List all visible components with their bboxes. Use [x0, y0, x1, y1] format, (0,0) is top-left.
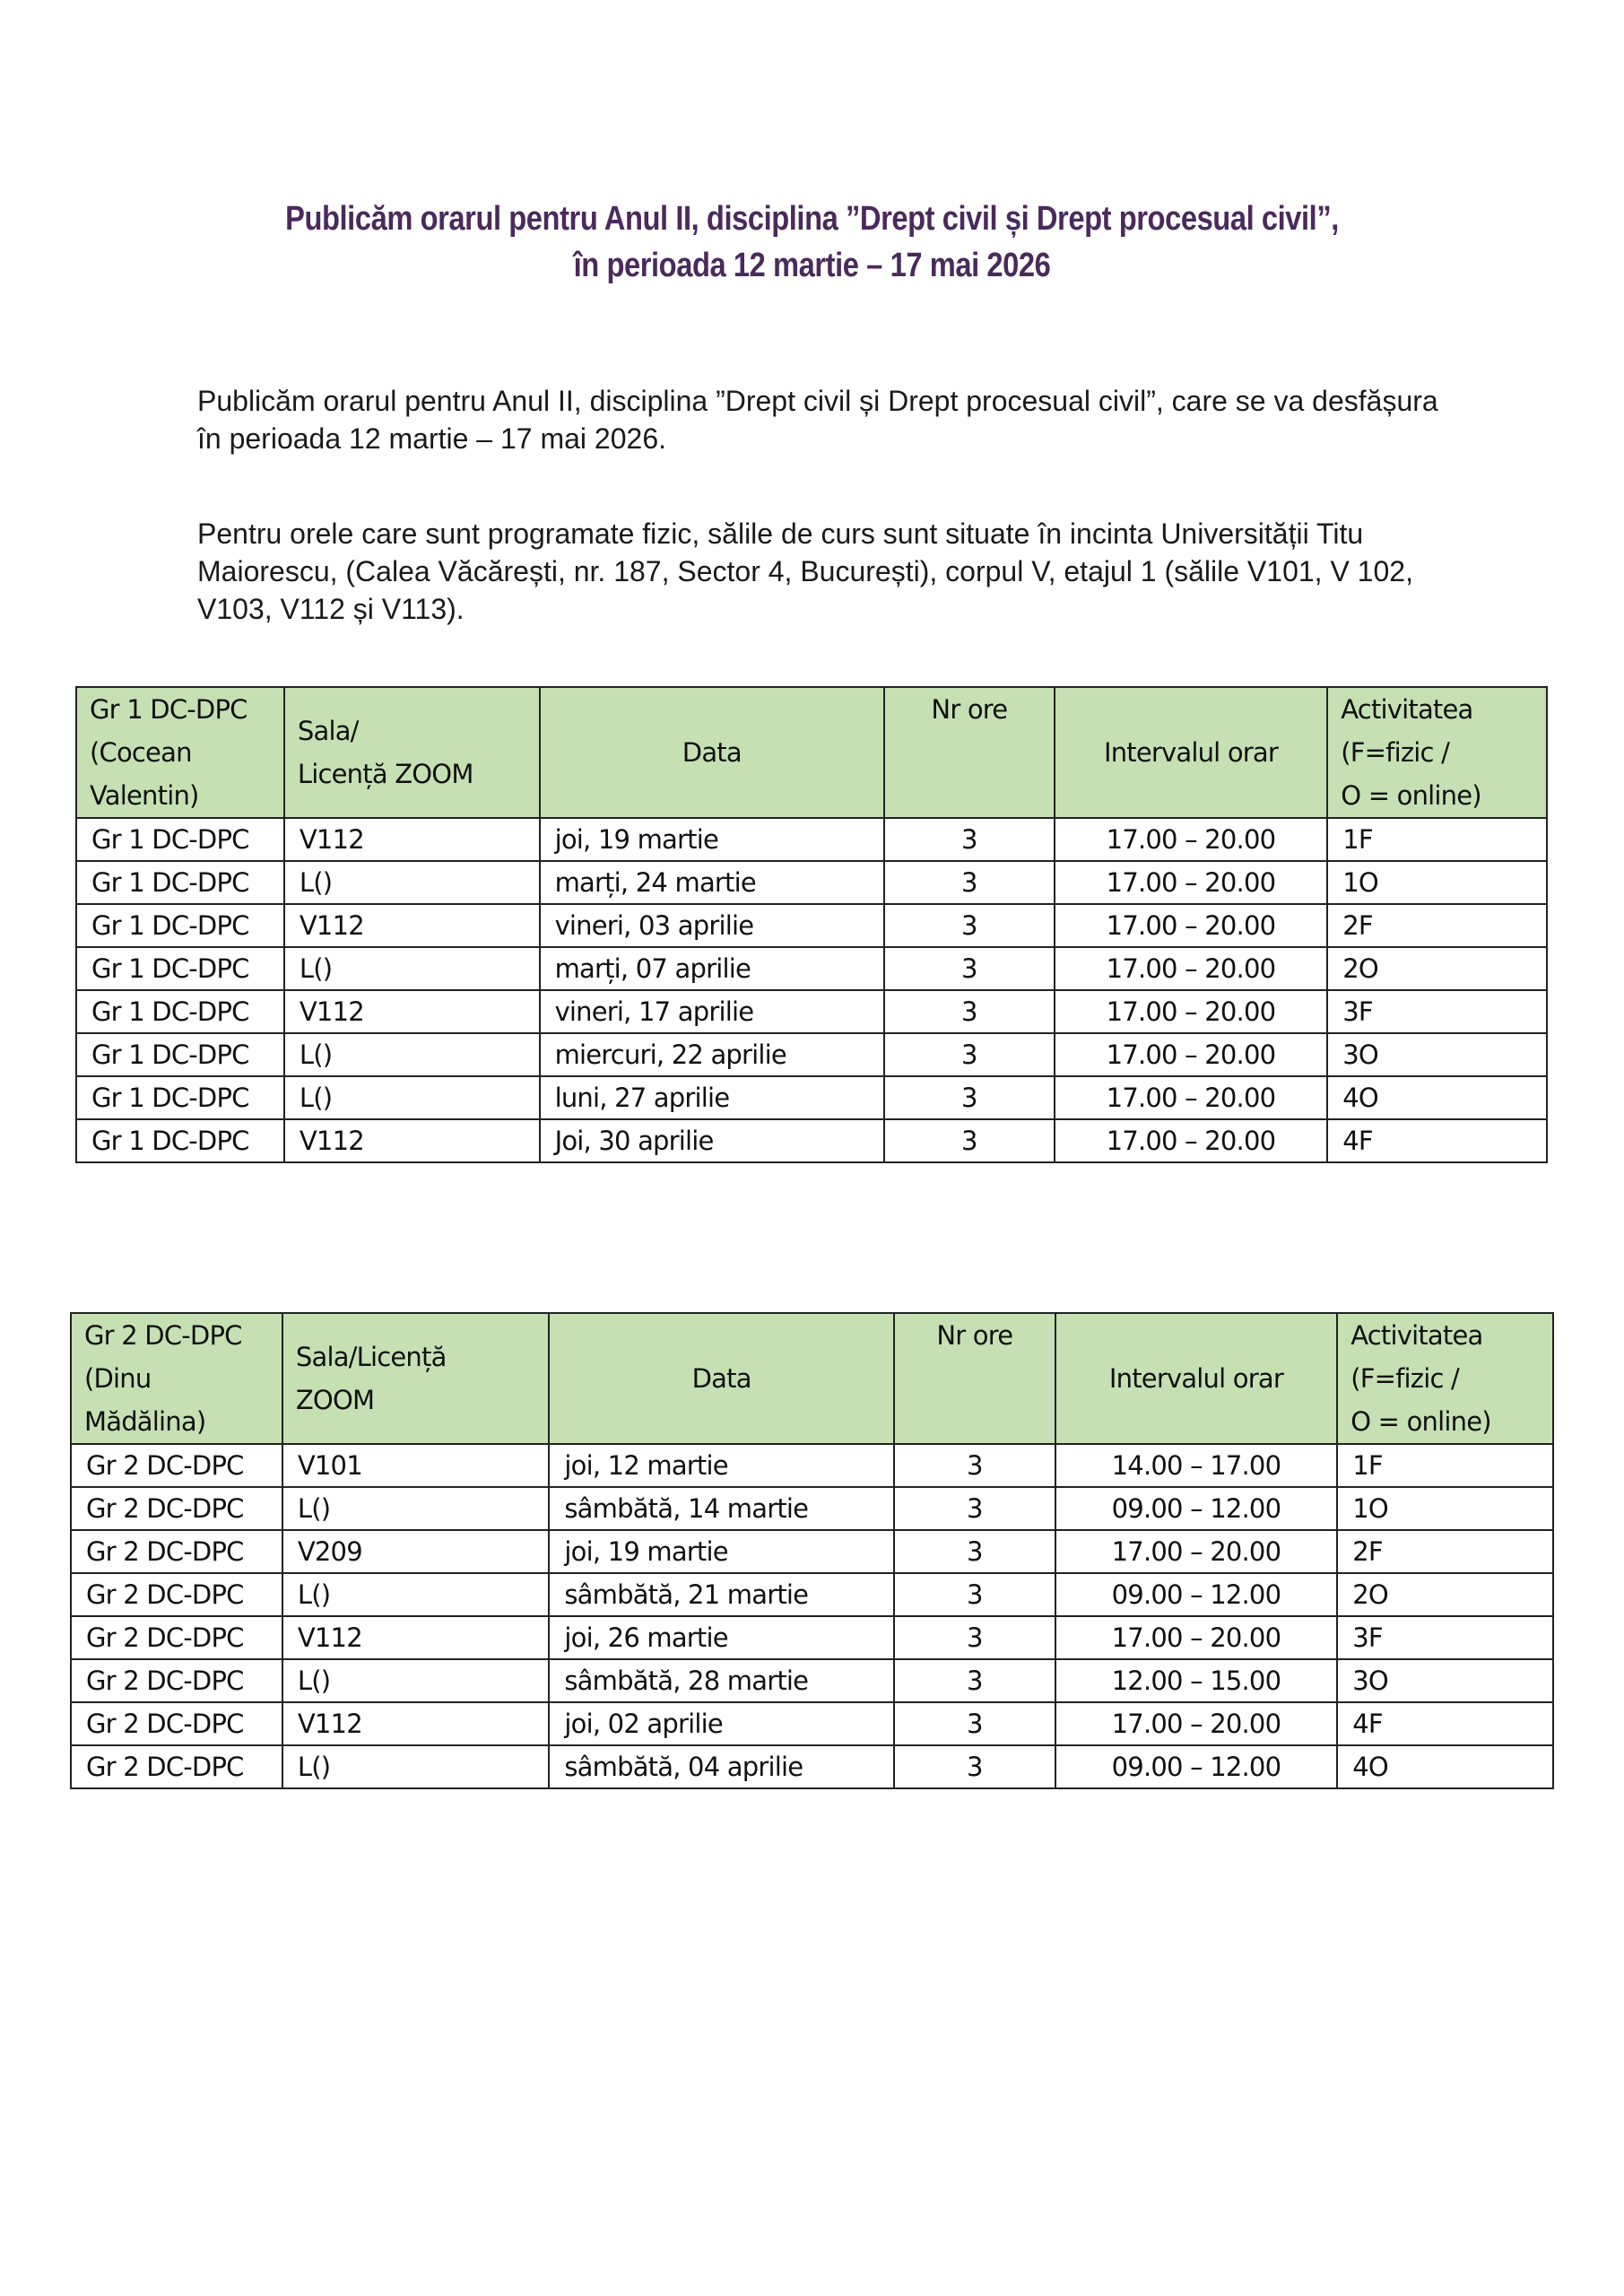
- cell-data: joi, 12 martie: [549, 1444, 894, 1487]
- table-row: [76, 904, 1547, 947]
- table-row: [71, 1702, 1553, 1745]
- cell-activitatea: 2F: [1337, 1530, 1553, 1573]
- cell-sala: V112: [282, 1616, 550, 1659]
- cell-interval: 17.00 – 20.00: [1055, 1530, 1338, 1573]
- cell-nr-ore: 3: [884, 947, 1055, 990]
- cell-sala: V112: [284, 1119, 540, 1162]
- cell-activitatea: 1F: [1337, 1444, 1553, 1487]
- schedule-table-group-1: [75, 686, 1548, 1163]
- title-line-1: Publicăm orarul pentru Anul II, disciplina ”Drept civil și Drept procesual civil”,: [285, 200, 1339, 238]
- cell-nr-ore: 3: [884, 1033, 1055, 1076]
- cell-group: Gr 1 DC-DPC: [76, 990, 284, 1033]
- header-interval: Intervalul orar: [1055, 687, 1328, 818]
- cell-group: Gr 2 DC-DPC: [71, 1702, 282, 1745]
- cell-activitatea: 1O: [1327, 861, 1547, 904]
- table-row: [76, 1033, 1547, 1076]
- cell-nr-ore: 3: [894, 1616, 1055, 1659]
- cell-interval: 09.00 – 12.00: [1055, 1573, 1338, 1616]
- table-row: [71, 1573, 1553, 1616]
- table-row: [71, 1487, 1553, 1530]
- cell-interval: 17.00 – 20.00: [1055, 1033, 1328, 1076]
- cell-interval: 17.00 – 20.00: [1055, 1702, 1338, 1745]
- cell-nr-ore: 3: [894, 1530, 1055, 1573]
- cell-activitatea: 2O: [1327, 947, 1547, 990]
- cell-nr-ore: 3: [884, 818, 1055, 861]
- table-row: [76, 1119, 1547, 1162]
- cell-nr-ore: 3: [894, 1487, 1055, 1530]
- cell-group: Gr 1 DC-DPC: [76, 861, 284, 904]
- cell-sala: L(): [282, 1487, 550, 1530]
- cell-nr-ore: 3: [884, 861, 1055, 904]
- cell-activitatea: 2F: [1327, 904, 1547, 947]
- cell-group: Gr 2 DC-DPC: [71, 1573, 282, 1616]
- cell-data: marți, 07 aprilie: [540, 947, 885, 990]
- cell-data: sâmbătă, 04 aprilie: [549, 1745, 894, 1788]
- cell-data: joi, 26 martie: [549, 1616, 894, 1659]
- table-row: [76, 818, 1547, 861]
- cell-data: marți, 24 martie: [540, 861, 885, 904]
- cell-activitatea: 1F: [1327, 818, 1547, 861]
- cell-nr-ore: 3: [894, 1659, 1055, 1702]
- cell-sala: V101: [282, 1444, 550, 1487]
- cell-nr-ore: 3: [894, 1573, 1055, 1616]
- cell-group: Gr 1 DC-DPC: [76, 1119, 284, 1162]
- cell-group: Gr 1 DC-DPC: [76, 1033, 284, 1076]
- cell-data: Joi, 30 aprilie: [540, 1119, 885, 1162]
- cell-activitatea: 3F: [1337, 1616, 1553, 1659]
- cell-activitatea: 2O: [1337, 1573, 1553, 1616]
- header-nr-ore: Nr ore: [884, 687, 1055, 818]
- cell-group: Gr 1 DC-DPC: [76, 947, 284, 990]
- header-activitatea: Activitatea (F=fizic / O = online): [1327, 687, 1547, 818]
- cell-data: sâmbătă, 14 martie: [549, 1487, 894, 1530]
- cell-data: joi, 02 aprilie: [549, 1702, 894, 1745]
- cell-data: miercuri, 22 aprilie: [540, 1033, 885, 1076]
- cell-sala: L(): [284, 947, 540, 990]
- header-data: Data: [540, 687, 885, 818]
- cell-sala: V209: [282, 1530, 550, 1573]
- page-title: [114, 196, 1510, 289]
- table-row: [71, 1616, 1553, 1659]
- cell-activitatea: 3O: [1337, 1659, 1553, 1702]
- cell-interval: 12.00 – 15.00: [1055, 1659, 1338, 1702]
- cell-activitatea: 4O: [1327, 1076, 1547, 1119]
- cell-interval: 17.00 – 20.00: [1055, 1076, 1328, 1119]
- cell-interval: 17.00 – 20.00: [1055, 1616, 1338, 1659]
- header-activitatea: Activitatea (F=fizic / O = online): [1337, 1313, 1553, 1444]
- cell-group: Gr 2 DC-DPC: [71, 1745, 282, 1788]
- cell-group: Gr 1 DC-DPC: [76, 1076, 284, 1119]
- cell-sala: L(): [284, 1033, 540, 1076]
- header-sala: Sala/ Licență ZOOM: [284, 687, 540, 818]
- cell-data: vineri, 03 aprilie: [540, 904, 885, 947]
- cell-data: luni, 27 aprilie: [540, 1076, 885, 1119]
- table-header-row: [76, 687, 1547, 818]
- header-data: Data: [549, 1313, 894, 1444]
- table-row: [76, 1076, 1547, 1119]
- cell-group: Gr 2 DC-DPC: [71, 1487, 282, 1530]
- cell-sala: L(): [282, 1659, 550, 1702]
- cell-sala: L(): [284, 1076, 540, 1119]
- cell-activitatea: 4O: [1337, 1745, 1553, 1788]
- header-sala: Sala/Licență ZOOM: [282, 1313, 550, 1444]
- header-interval: Intervalul orar: [1055, 1313, 1338, 1444]
- cell-group: Gr 1 DC-DPC: [76, 904, 284, 947]
- cell-interval: 09.00 – 12.00: [1055, 1745, 1338, 1788]
- cell-sala: V112: [284, 990, 540, 1033]
- schedule-table-group-2: [70, 1312, 1554, 1789]
- header-nr-ore: Nr ore: [894, 1313, 1055, 1444]
- cell-interval: 09.00 – 12.00: [1055, 1487, 1338, 1530]
- cell-group: Gr 1 DC-DPC: [76, 818, 284, 861]
- cell-activitatea: 4F: [1327, 1119, 1547, 1162]
- cell-sala: L(): [284, 861, 540, 904]
- header-group: Gr 1 DC-DPC (Cocean Valentin): [76, 687, 284, 818]
- cell-interval: 17.00 – 20.00: [1055, 904, 1328, 947]
- cell-interval: 17.00 – 20.00: [1055, 1119, 1328, 1162]
- cell-sala: L(): [282, 1745, 550, 1788]
- cell-group: Gr 2 DC-DPC: [71, 1659, 282, 1702]
- cell-data: sâmbătă, 28 martie: [549, 1659, 894, 1702]
- location-paragraph: Pentru orele care sunt programate fizic, sălile de curs sunt situate în incinta Universității Titu Maiorescu, (Calea Văcărești, nr. 187, Sector 4, București), corpul V, etajul 1 (sălile V101, V 102, V103, V112 și V113).: [197, 517, 1413, 625]
- table-row: [71, 1659, 1553, 1702]
- cell-data: joi, 19 martie: [540, 818, 885, 861]
- table-row: [76, 990, 1547, 1033]
- cell-data: joi, 19 martie: [549, 1530, 894, 1573]
- cell-sala: V112: [282, 1702, 550, 1745]
- cell-interval: 17.00 – 20.00: [1055, 818, 1328, 861]
- cell-nr-ore: 3: [884, 990, 1055, 1033]
- cell-group: Gr 2 DC-DPC: [71, 1616, 282, 1659]
- cell-interval: 17.00 – 20.00: [1055, 990, 1328, 1033]
- cell-activitatea: 3O: [1327, 1033, 1547, 1076]
- cell-nr-ore: 3: [894, 1702, 1055, 1745]
- cell-sala: V112: [284, 818, 540, 861]
- cell-data: vineri, 17 aprilie: [540, 990, 885, 1033]
- cell-nr-ore: 3: [884, 904, 1055, 947]
- cell-group: Gr 2 DC-DPC: [71, 1444, 282, 1487]
- table-row: [76, 947, 1547, 990]
- table-header-row: [71, 1313, 1553, 1444]
- cell-interval: 17.00 – 20.00: [1055, 861, 1328, 904]
- table-row: [71, 1444, 1553, 1487]
- cell-nr-ore: 3: [884, 1076, 1055, 1119]
- intro-paragraph: Publicăm orarul pentru Anul II, disciplina ”Drept civil și Drept procesual civil”, care se va desfășura în perioada 12 martie – 17 mai 2026.: [197, 385, 1438, 455]
- header-group: Gr 2 DC-DPC (Dinu Mădălina): [71, 1313, 282, 1444]
- cell-data: sâmbătă, 21 martie: [549, 1573, 894, 1616]
- cell-activitatea: 3F: [1327, 990, 1547, 1033]
- cell-activitatea: 4F: [1337, 1702, 1553, 1745]
- cell-nr-ore: 3: [894, 1444, 1055, 1487]
- cell-sala: V112: [284, 904, 540, 947]
- table-row: [76, 861, 1547, 904]
- cell-nr-ore: 3: [884, 1119, 1055, 1162]
- title-line-2: în perioada 12 martie – 17 mai 2026: [573, 247, 1051, 284]
- cell-nr-ore: 3: [894, 1745, 1055, 1788]
- cell-interval: 14.00 – 17.00: [1055, 1444, 1338, 1487]
- table-row: [71, 1530, 1553, 1573]
- table-row: [71, 1745, 1553, 1788]
- cell-sala: L(): [282, 1573, 550, 1616]
- cell-activitatea: 1O: [1337, 1487, 1553, 1530]
- cell-interval: 17.00 – 20.00: [1055, 947, 1328, 990]
- cell-group: Gr 2 DC-DPC: [71, 1530, 282, 1573]
